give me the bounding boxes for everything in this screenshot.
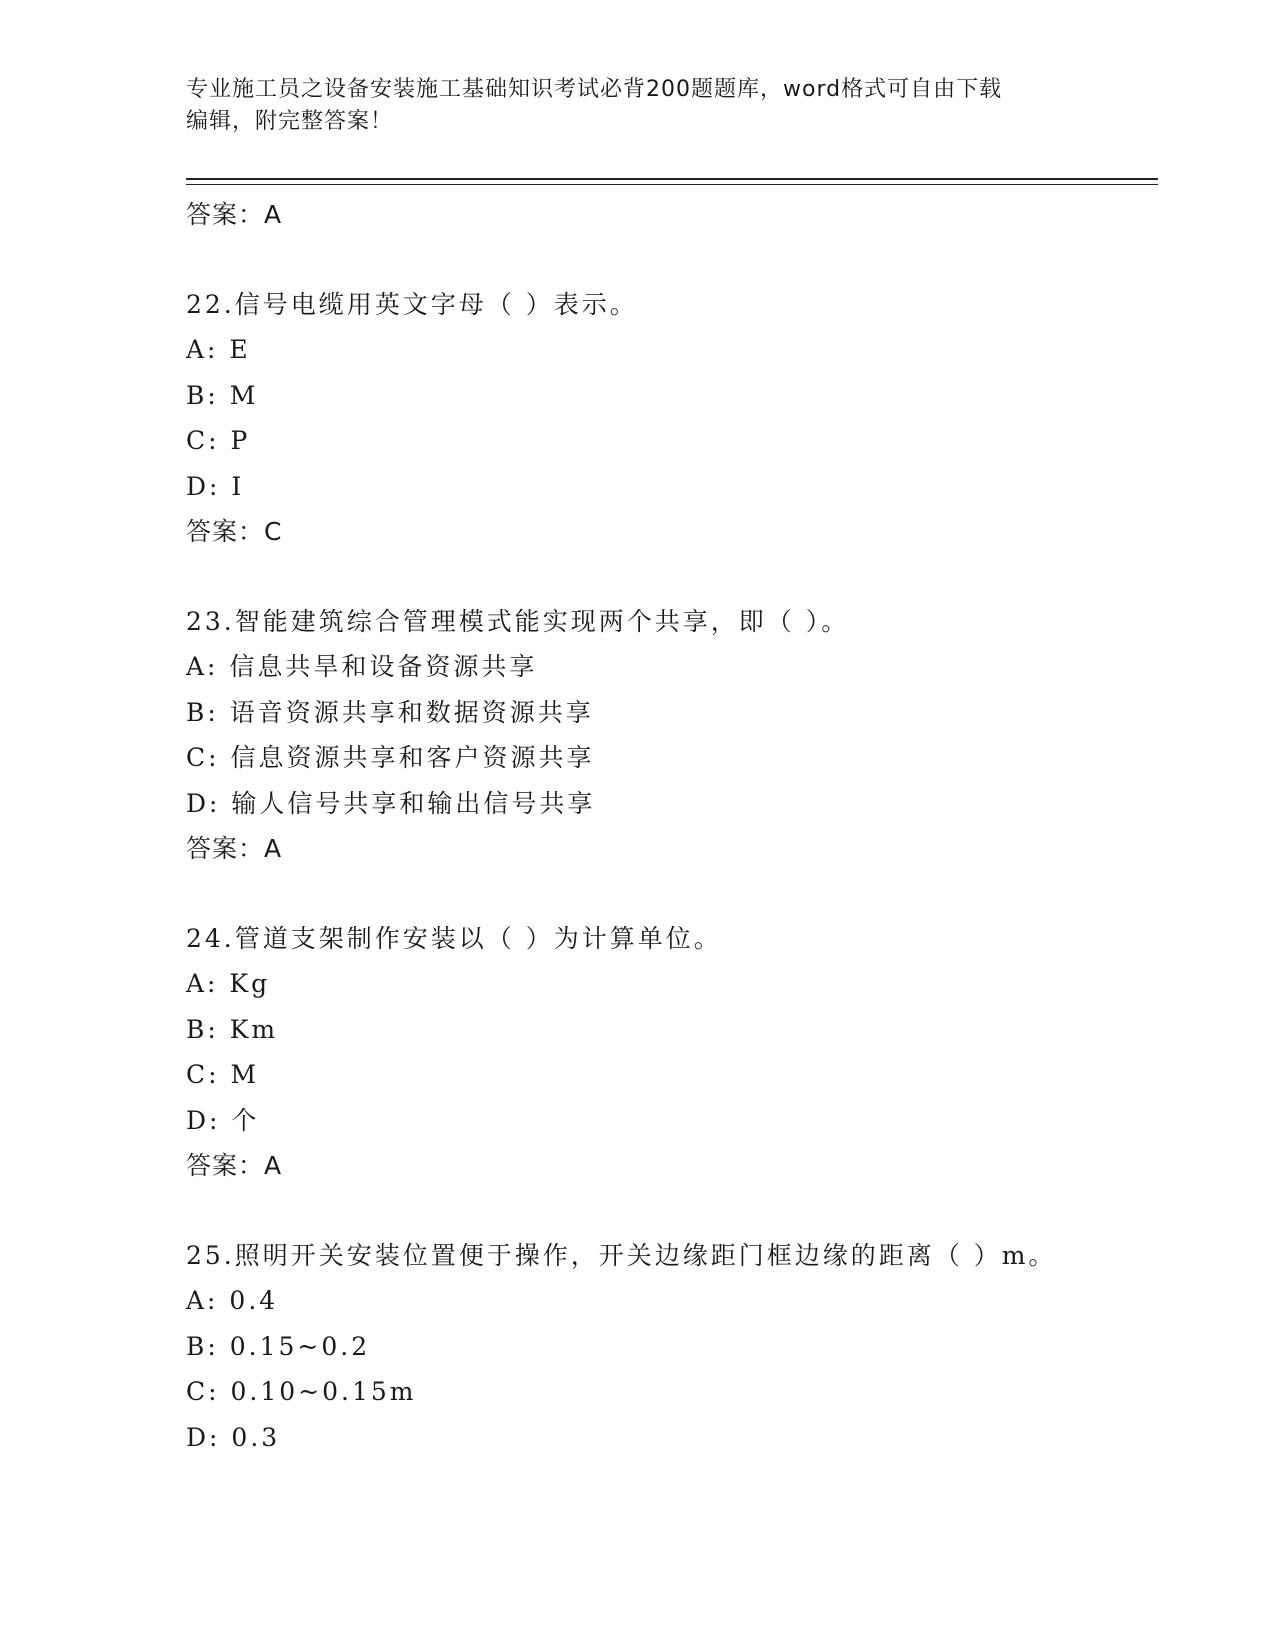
previous-answer: 答案：A [186, 200, 283, 229]
spacer [186, 872, 1158, 916]
option-d: D: 输人信号共享和输出信号共享 [186, 788, 596, 818]
spacer [186, 555, 1158, 599]
question-stem: 25.照明开关安装位置便于操作，开关边缘距门框边缘的距离（ ）m。 [186, 1240, 1057, 1270]
option-b: B: M [186, 380, 259, 410]
option-a: A: 0.4 [186, 1286, 279, 1315]
question-25 [186, 1233, 1158, 1461]
option-a: A: 信息共旱和设备资源共享 [186, 652, 538, 681]
option-b: B: 语音资源共享和数据资源共享 [186, 697, 594, 727]
question-stem: 23.智能建筑综合管理模式能实现两个共享，即（ ）。 [186, 606, 850, 636]
document-header [186, 74, 1086, 138]
option-c: C: P [186, 426, 251, 455]
option-c: C: 0.10~0.15m [186, 1377, 417, 1406]
question-stem: 22.信号电缆用英文字母（ ）表示。 [186, 289, 638, 319]
question-stem: 24.管道支架制作安装以（ ）为计算单位。 [186, 923, 722, 953]
spacer [186, 1189, 1158, 1233]
question-23 [186, 599, 1158, 872]
question-22 [186, 282, 1158, 555]
answer: 答案：A [186, 834, 283, 863]
option-d: D: I [186, 471, 245, 501]
option-c: C: 信息资源共享和客户资源共享 [186, 743, 595, 772]
option-c: C: M [186, 1060, 260, 1089]
option-d: D: 0.3 [186, 1422, 281, 1452]
answer: 答案：C [186, 517, 283, 546]
option-a: A: E [186, 335, 251, 364]
option-b: B: Km [186, 1014, 279, 1044]
header-divider-thin [186, 184, 1158, 185]
spacer [186, 238, 1158, 282]
option-d: D: 个 [186, 1105, 260, 1135]
option-a: A: Kg [186, 969, 271, 998]
question-list [186, 192, 1158, 1460]
header-title-line-1: 专业施工员之设备安装施工基础知识考试必背200题题库，word格式可自由下载 [186, 77, 1003, 102]
header-title-line-2: 编辑，附完整答案！ [186, 109, 394, 134]
question-24 [186, 916, 1158, 1189]
option-b: B: 0.15~0.2 [186, 1331, 371, 1361]
header-divider-thick [186, 178, 1158, 180]
answer: 答案：A [186, 1151, 283, 1180]
